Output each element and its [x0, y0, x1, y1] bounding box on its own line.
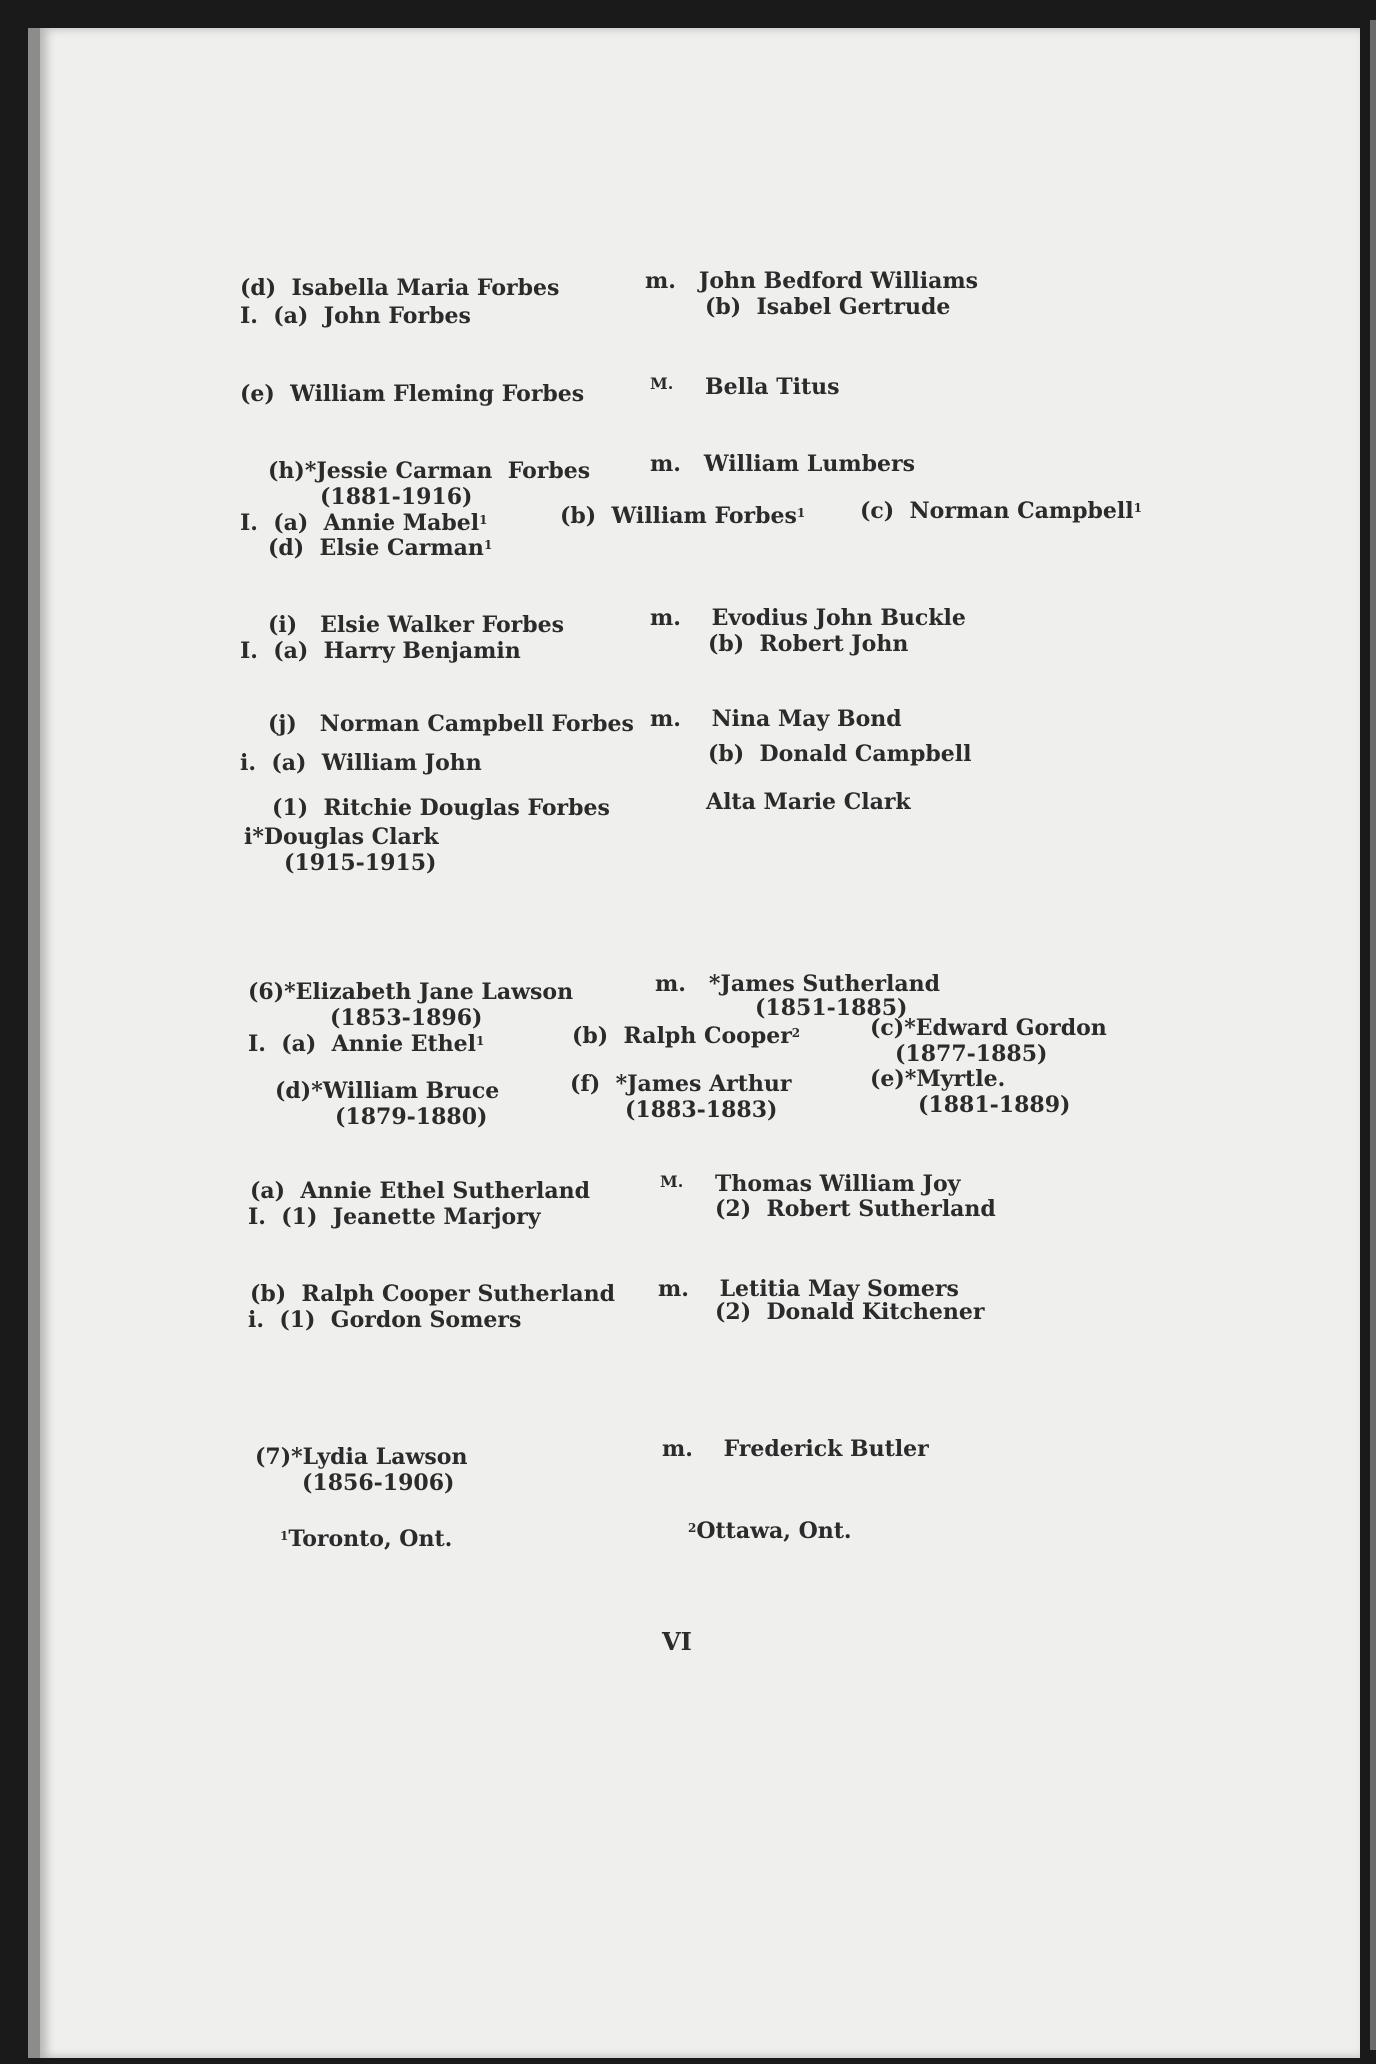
genealogy-line — [560, 505, 805, 527]
footnote-marker: 1 — [483, 538, 493, 552]
line-text: (b) Ralph Cooper — [572, 1023, 792, 1049]
genealogy-line — [335, 1106, 487, 1128]
genealogy-line — [268, 713, 634, 735]
footnote-marker: 1 — [796, 506, 806, 520]
line-text: Thomas William Joy — [715, 1171, 961, 1197]
genealogy-line — [570, 1073, 792, 1095]
line-text: (d)*William Bruce — [275, 1078, 500, 1104]
line-text: m. *James Sutherland — [655, 971, 941, 997]
genealogy-line — [662, 1438, 929, 1460]
line-text: (j) Norman Campbell Forbes — [268, 711, 634, 737]
genealogy-line — [715, 1301, 984, 1323]
line-text: I. (1) Jeanette Marjory — [248, 1204, 541, 1230]
line-text: i. (1) Gordon Somers — [248, 1307, 522, 1333]
line-text: (1851-1885) — [755, 995, 908, 1021]
line-text: I. (a) Annie Ethel — [248, 1031, 477, 1057]
line-text: (a) Annie Ethel Sutherland — [250, 1178, 591, 1204]
page-number — [662, 1627, 692, 1656]
line-text: (h)*Jessie Carman Forbes — [268, 458, 591, 484]
line-text: (1881-1889) — [918, 1092, 1071, 1118]
genealogy-line — [240, 277, 559, 299]
genealogy-line — [248, 981, 573, 1003]
footnote-marker: 1 — [479, 513, 488, 527]
genealogy-line — [240, 305, 471, 327]
line-text: (1853-1896) — [330, 1005, 483, 1031]
line-text: m. Frederick Butler — [662, 1436, 929, 1462]
line-text: Ottawa, Ont. — [696, 1518, 852, 1544]
footnote-marker: 1 — [1133, 501, 1142, 515]
line-text: m. Letitia May Somers — [658, 1276, 959, 1302]
line-text: (6)*Elizabeth Jane Lawson — [248, 979, 574, 1005]
line-text: (1883-1883) — [625, 1097, 778, 1123]
genealogy-line — [645, 270, 978, 292]
line-text: (1856-1906) — [302, 1470, 455, 1496]
genealogy-line — [658, 1278, 959, 1300]
genealogy-line — [870, 1068, 1005, 1090]
genealogy-line — [715, 1173, 960, 1195]
genealogy-line — [572, 1025, 800, 1047]
genealogy-line — [708, 743, 971, 765]
genealogy-line — [255, 1446, 467, 1468]
genealogy-line — [895, 1043, 1047, 1065]
line-text: (1877-1885) — [895, 1041, 1048, 1067]
genealogy-line — [268, 460, 590, 482]
genealogy-line — [706, 791, 911, 813]
line-text: (f) *James Arthur — [570, 1071, 792, 1097]
line-text: (c) Norman Campbell — [860, 498, 1134, 524]
line-text: Alta Marie Clark — [706, 789, 911, 815]
genealogy-line — [240, 752, 482, 774]
genealogy-line — [248, 1206, 541, 1228]
line-text: I. (a) John Forbes — [240, 303, 471, 329]
line-text: M. — [650, 374, 674, 393]
genealogy-line — [275, 1080, 499, 1102]
line-text: (1879-1880) — [335, 1104, 488, 1130]
line-text: (1881-1916) — [320, 484, 473, 510]
line-text: (7)*Lydia Lawson — [255, 1444, 468, 1470]
line-text: (b) Ralph Cooper Sutherland — [250, 1281, 616, 1307]
line-text: (i) Elsie Walker Forbes — [268, 612, 565, 638]
genealogy-line — [688, 1520, 852, 1542]
genealogy-line — [240, 512, 487, 534]
line-text: m. John Bedford Williams — [645, 268, 979, 294]
line-text: (b) Isabel Gertrude — [705, 294, 951, 320]
genealogy-line — [268, 614, 564, 636]
line-text: (1) Ritchie Douglas Forbes — [272, 795, 610, 821]
genealogy-line — [705, 376, 840, 398]
genealogy-line — [860, 500, 1142, 522]
genealogy-line — [715, 1198, 996, 1220]
genealogy-line — [320, 486, 472, 508]
line-text: I. (a) Harry Benjamin — [240, 638, 521, 664]
genealogy-line — [625, 1099, 777, 1121]
line-text: I. (a) Annie Mabel — [240, 510, 480, 536]
line-text: (1915-1915) — [284, 850, 437, 876]
page-edge — [1370, 20, 1376, 2050]
genealogy-line — [870, 1017, 1107, 1039]
genealogy-line — [248, 1309, 521, 1331]
genealogy-line — [280, 1528, 452, 1550]
genealogy-line — [330, 1007, 482, 1029]
line-text: i. (a) William John — [240, 750, 482, 776]
genealogy-line — [650, 708, 902, 730]
line-text: m. William Lumbers — [650, 451, 915, 477]
line-text: (d) Isabella Maria Forbes — [240, 275, 560, 301]
genealogy-line — [650, 453, 915, 475]
genealogy-line — [660, 1174, 683, 1190]
genealogy-line — [655, 973, 940, 995]
line-text: Bella Titus — [705, 374, 840, 400]
genealogy-line — [240, 640, 521, 662]
genealogy-line — [650, 376, 673, 392]
line-text: m. Evodius John Buckle — [650, 605, 966, 631]
line-text: M. — [660, 1172, 684, 1191]
genealogy-line — [302, 1472, 454, 1494]
genealogy-line — [650, 607, 966, 629]
genealogy-line — [918, 1094, 1070, 1116]
line-text: i*Douglas Clark — [244, 824, 439, 850]
footnote-marker: 2 — [791, 1026, 801, 1040]
line-text: (2) Robert Sutherland — [715, 1196, 996, 1222]
line-text: (b) Donald Campbell — [708, 741, 972, 767]
genealogy-line — [284, 852, 436, 874]
footnote-marker: 1 — [280, 1529, 289, 1543]
line-text: (c)*Edward Gordon — [870, 1015, 1107, 1041]
line-text: (2) Donald Kitchener — [715, 1299, 985, 1325]
line-text: m. Nina May Bond — [650, 706, 902, 732]
line-text: VI — [662, 1627, 692, 1656]
genealogy-line — [250, 1283, 615, 1305]
genealogy-line — [705, 296, 950, 318]
line-text: (e)*Myrtle. — [870, 1066, 1006, 1092]
genealogy-line — [240, 383, 584, 405]
genealogy-line — [248, 1033, 484, 1055]
line-text: (e) William Fleming Forbes — [240, 381, 585, 407]
line-text: (b) Robert John — [708, 631, 909, 657]
genealogy-line — [268, 537, 492, 559]
line-text: Toronto, Ont. — [288, 1526, 453, 1552]
footnote-marker: 1 — [476, 1034, 485, 1048]
footnote-marker: 2 — [688, 1521, 697, 1535]
genealogy-line — [250, 1180, 590, 1202]
genealogy-line — [272, 797, 610, 819]
line-text: (d) Elsie Carman — [268, 535, 484, 561]
genealogy-line — [708, 633, 908, 655]
genealogy-line — [244, 826, 439, 848]
line-text: (b) William Forbes — [560, 503, 797, 529]
